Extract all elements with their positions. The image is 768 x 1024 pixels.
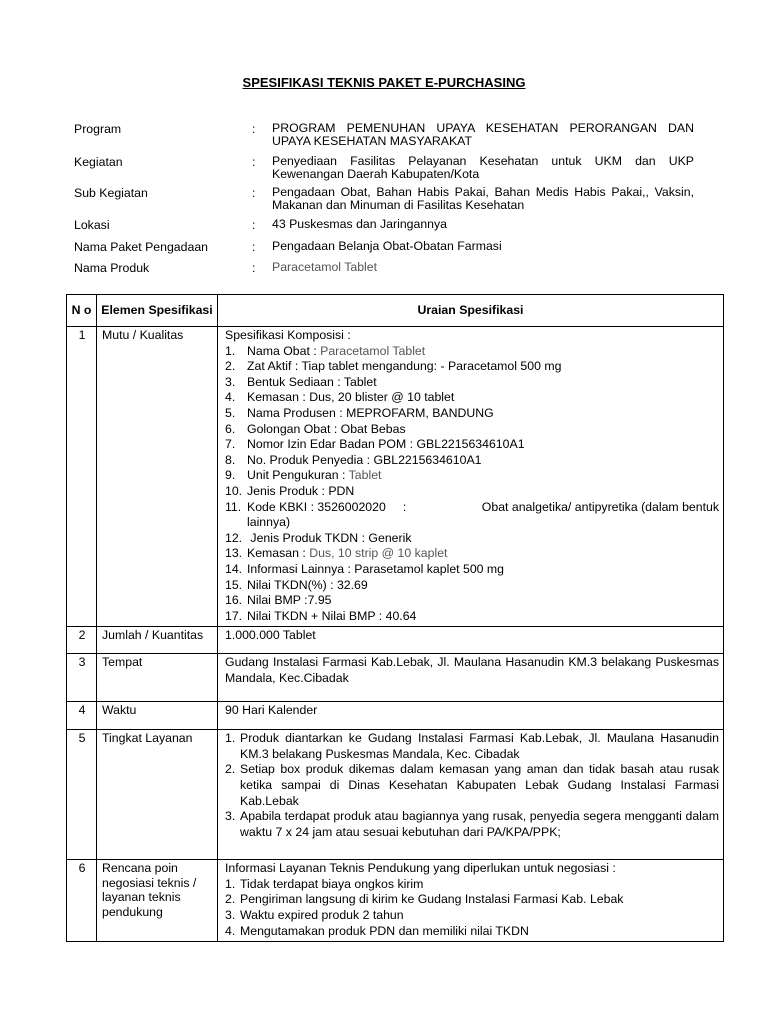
info-colon: : (252, 155, 256, 169)
item-text: Zat Aktif : Tiap tablet mengandung: - Paracetamol 500 mg (247, 359, 562, 374)
item-value: Paracetamol Tablet (320, 343, 426, 358)
table-row (67, 327, 724, 627)
document-title: SPESIFIKASI TEKNIS PAKET E-PURCHASING (242, 75, 526, 90)
info-colon: : (252, 261, 256, 275)
list-item (225, 375, 719, 391)
list-item (225, 422, 719, 438)
item-number: 13. (225, 546, 243, 561)
list-item (225, 593, 719, 609)
list-item (225, 877, 719, 893)
list-item (225, 578, 719, 594)
item-value: Tablet (348, 468, 382, 483)
item-text: Mengutamakan produk PDN dan memiliki nilai TKDN (240, 923, 529, 938)
item-number: 12. (225, 530, 243, 545)
item-text: Pengiriman langsung di kirim ke Gudang Instalasi Farmasi Kab. Lebak (240, 892, 624, 907)
row-uraian: Gudang Instalasi Farmasi Kab.Lebak, Jl. Maulana Hasanudin KM.3 belakang Puskesmas Mandala, Kec.Cibadak (218, 654, 724, 702)
list-item (225, 484, 719, 500)
list-item (225, 453, 719, 469)
info-label: Nama Paket Pengadaan (74, 240, 208, 254)
item-number: 10. (225, 483, 243, 498)
info-label: Nama Produk (74, 261, 150, 275)
item-text: Nilai TKDN + Nilai BMP : 40.64 (247, 608, 417, 623)
spec-list (225, 344, 719, 625)
item-number: 2. (225, 359, 236, 374)
info-row-program (74, 122, 696, 150)
list-item (225, 468, 719, 484)
item-text (247, 546, 719, 562)
item-text: Nomor Izin Edar Badan POM : GBL2215634610A1 (247, 437, 525, 452)
item-number: 1. (225, 876, 236, 891)
list-item (225, 562, 719, 578)
kbki-line (247, 500, 719, 516)
item-text: Nilai BMP :7.95 (247, 593, 332, 608)
info-colon: : (252, 218, 256, 232)
row-no: 5 (67, 730, 97, 860)
header-uraian: Uraian Spesifikasi (218, 295, 724, 327)
row-elemen: Tempat (97, 654, 218, 702)
spec-intro: Spesifikasi Komposisi : (225, 328, 351, 342)
row-elemen: Rencana poin negosiasi teknis / layanan teknis pendukung (97, 860, 218, 942)
info-label: Kegiatan (74, 155, 123, 169)
list-item (225, 390, 719, 406)
list-item (225, 546, 719, 562)
info-colon: : (252, 186, 256, 200)
info-value: Pengadaan Belanja Obat-Obatan Farmasi (272, 239, 502, 253)
row-uraian (218, 327, 724, 627)
item-number: 17. (225, 608, 243, 623)
list-item (225, 359, 719, 375)
item-text: Jenis Produk : PDN (247, 483, 355, 498)
item-text (247, 500, 719, 531)
item-text: Waktu expired produk 2 tahun (240, 908, 404, 923)
info-colon: : (252, 240, 256, 254)
item-value: Dus, 10 strip @ 10 kaplet (309, 546, 448, 561)
info-row-nama-paket (74, 240, 696, 255)
table-row (67, 860, 724, 942)
item-number: 3. (225, 908, 236, 923)
item-text: Tidak terdapat biaya ongkos kirim (240, 876, 424, 891)
item-number: 7. (225, 437, 236, 452)
item-text: No. Produk Penyedia : GBL2215634610A1 (247, 452, 482, 467)
item-text: Kemasan : Dus, 20 blister @ 10 tablet (247, 390, 455, 405)
table-row (67, 730, 724, 860)
row-no: 1 (67, 327, 97, 627)
list-item (225, 344, 719, 360)
item-text: Produk diantarkan ke Gudang Instalasi Farmasi Kab.Lebak, Jl. Maulana Hasanudin KM.3 belakang Puskesmas Mandala, Kec. Cibadak (240, 731, 719, 761)
item-number: 1. (225, 731, 236, 746)
info-row-kegiatan (74, 155, 696, 183)
info-colon: : (252, 122, 256, 136)
item-number: 2. (225, 762, 236, 777)
list-item (225, 609, 719, 625)
item-number: 8. (225, 452, 236, 467)
item-number: 5. (225, 405, 236, 420)
negotiation-list (225, 877, 719, 939)
item-number: 1. (225, 343, 236, 358)
item-number: 4. (225, 923, 236, 938)
item-text (247, 468, 719, 484)
item-label: Unit Pengukuran : (247, 468, 349, 483)
item-number: 15. (225, 577, 243, 592)
row-no: 6 (67, 860, 97, 942)
row-elemen: Tingkat Layanan (97, 730, 218, 860)
row-uraian: 1.000.000 Tablet (218, 627, 724, 654)
list-item (225, 531, 719, 547)
row-uraian (218, 730, 724, 860)
service-level-list (225, 731, 719, 840)
list-item (225, 406, 719, 422)
row-no: 4 (67, 702, 97, 730)
info-value: PROGRAM PEMENUHAN UPAYA KESEHATAN PERORANGAN DAN UPAYA KESEHATAN MASYARAKAT (272, 121, 694, 148)
item-number: 4. (225, 390, 236, 405)
list-item (225, 924, 719, 940)
item-text: Informasi Lainnya : Parasetamol kaplet 500 mg (247, 561, 505, 576)
item-label: Nama Obat : (247, 343, 321, 358)
list-item (225, 762, 719, 809)
row-no: 2 (67, 627, 97, 654)
item-number: 16. (225, 593, 243, 608)
row-elemen: Waktu (97, 702, 218, 730)
item-text: Golongan Obat : Obat Bebas (247, 421, 406, 436)
table-row (67, 627, 724, 654)
info-value: Paracetamol Tablet (272, 260, 378, 274)
table-header-row (67, 295, 724, 327)
info-row-lokasi (74, 218, 696, 233)
info-row-nama-produk (74, 261, 696, 276)
item-number: 2. (225, 892, 236, 907)
item-number: 9. (225, 468, 236, 483)
item-text: Bentuk Sediaan : Tablet (247, 374, 377, 389)
info-value: Penyediaan Fasilitas Pelayanan Kesehatan untuk UKM dan UKP Kewenangan Daerah Kabupaten/Kota (272, 154, 694, 181)
row-elemen: Mutu / Kualitas (97, 327, 218, 627)
info-row-sub-kegiatan (74, 186, 696, 214)
list-item (225, 731, 719, 762)
specification-table (66, 294, 724, 942)
item-text: Nilai TKDN(%) : 32.69 (247, 577, 368, 592)
row-no: 3 (67, 654, 97, 702)
item-number: 6. (225, 421, 236, 436)
info-value: 43 Puskesmas dan Jaringannya (272, 217, 447, 231)
negotiation-intro: Informasi Layanan Teknis Pendukung yang diperlukan untuk negosiasi : (225, 861, 616, 876)
info-label: Sub Kegiatan (74, 186, 148, 200)
kbki-description-cont: lainnya) (247, 515, 291, 530)
item-text: Apabila terdapat produk atau bagiannya yang rusak, penyedia segera mengganti dalam waktu 7 x 24 jam atau sesuai kebutuhan dari PA/KPA/PPK; (240, 809, 719, 839)
list-item (225, 437, 719, 453)
list-item (225, 892, 719, 908)
list-item (225, 809, 719, 840)
table-row (67, 702, 724, 730)
item-number: 14. (225, 561, 243, 576)
list-item (225, 500, 719, 531)
table-row (67, 654, 724, 702)
item-number: 11. (225, 499, 242, 514)
header-no: N o (67, 295, 97, 327)
list-item (225, 908, 719, 924)
row-uraian: 90 Hari Kalender (218, 702, 724, 730)
info-value: Pengadaan Obat, Bahan Habis Pakai, Bahan Medis Habis Pakai,, Vaksin, Makanan dan Minuman di Fasilitas Kesehatan (272, 185, 694, 212)
row-elemen: Jumlah / Kuantitas (97, 627, 218, 654)
item-number: 3. (225, 809, 236, 824)
item-number: 3. (225, 374, 236, 389)
row-uraian (218, 860, 724, 942)
kbki-description: Obat analgetika/ antipyretika (dalam bentuk (481, 499, 719, 514)
kbki-code: Kode KBKI : 3526002020 : (247, 499, 407, 514)
item-text (247, 344, 719, 360)
header-elemen: Elemen Spesifikasi (97, 295, 218, 327)
item-text: Nama Produsen : MEPROFARM, BANDUNG (247, 405, 494, 420)
info-label: Program (74, 122, 122, 136)
item-text: Jenis Produk TKDN : Generik (247, 530, 412, 545)
item-label: Kemasan : (247, 546, 310, 561)
item-text: Setiap box produk dikemas dalam kemasan yang aman dan tidak basah atau rusak ketika sampai di Dinas Kesehatan Kabupaten Lebak Gudang Instalasi Farmasi Kab.Lebak (240, 762, 719, 808)
info-label: Lokasi (74, 218, 110, 232)
